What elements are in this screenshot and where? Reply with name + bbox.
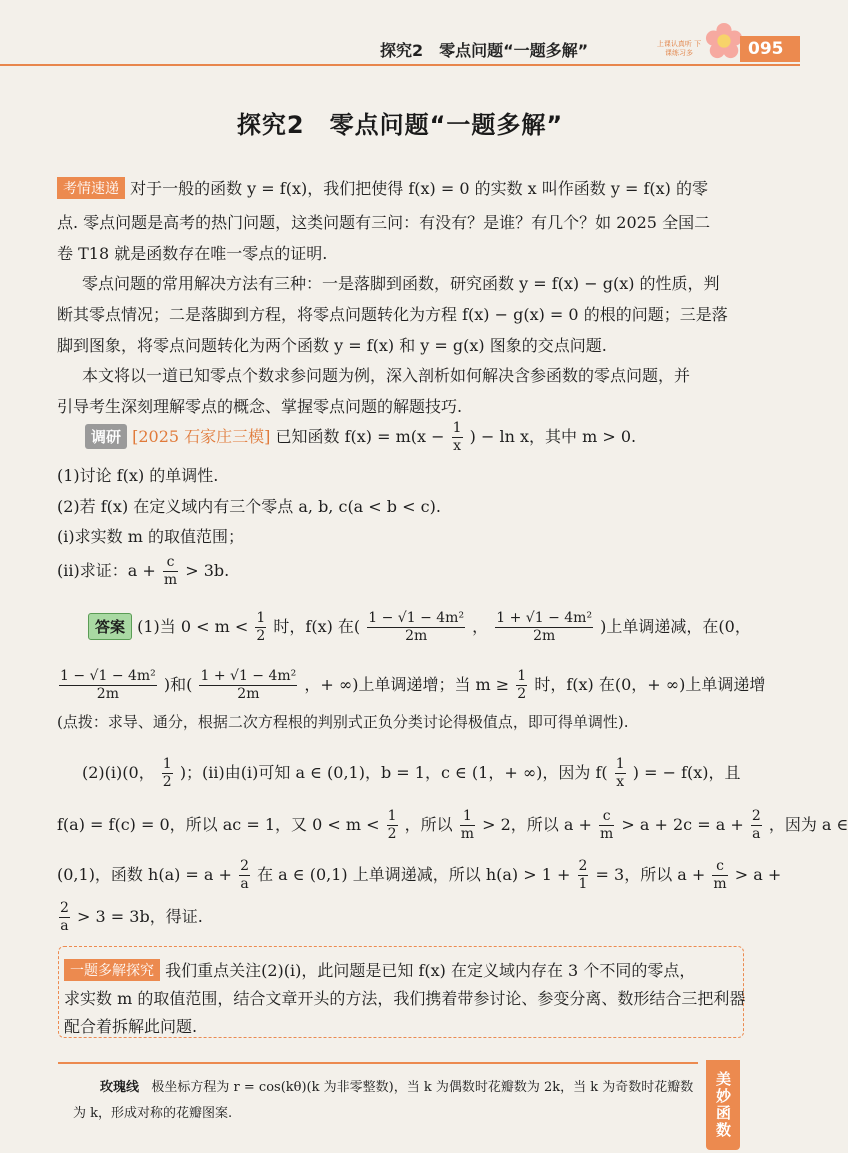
side-tab: 美妙函数 [706,1060,740,1150]
a1-text-d: )上单调递减，在(0， [600,617,751,636]
answer-line-4 [57,808,848,843]
question-2-ii [57,554,229,589]
problem-source: [2025 石家庄三模] [132,427,271,446]
page-title: 探究2 零点问题“一题多解” [236,111,564,139]
b3-text-d: > a + [734,865,782,884]
a2-text-b: ，+ ∞)上单调递增；当 m ≥ [304,675,510,694]
b3-text-a: (0,1)，函数 h(a) = a + [57,865,232,884]
a2-text-a: )和( [163,675,193,694]
a1-text-b: 时，f(x) 在( [273,617,361,636]
fraction: $\frac{\text{1 − √1 − 4m²}}{2m}$ [60,668,156,702]
running-header: 探究2 零点问题“一题多解” [380,41,589,60]
fraction: $\frac{c}{m}$ [600,808,614,842]
exploration-line-2: 求实数 m 的取值范围，结合文章开头的方法，我们携着带参讨论、参变分离、数形结合三把利器 [64,989,746,1008]
b3-text-c: = 3，所以 a + [595,865,706,884]
header-rule [0,64,800,66]
b1-text-a: (2)(i)(0， [82,763,155,782]
problem-stem [85,420,636,455]
intro-line-1 [57,176,708,199]
fraction: $\frac{c}{m}$ [163,554,178,588]
fraction: $\frac{\text{1 − √1 − 4m²}}{2m}$ [368,610,465,644]
b2-text-b: ，所以 [404,815,453,834]
b2-text-c: > 2，所以 a + [482,815,592,834]
answer-line-2 [57,668,765,703]
fraction: $\frac{1}{2}$ [517,668,527,702]
fraction: $\frac{2}{a}$ [60,900,69,934]
footer-term: 玫瑰线 [100,1080,140,1095]
fraction: $\frac{1}{2}$ [256,610,266,644]
fraction: $\frac{1}{m}$ [460,808,475,842]
intro-line-5: 断其零点情况；二是落脚到方程，将零点问题转化为方程 f(x) − g(x) = 0 的根的问题；三是落 [57,305,728,324]
b2-text-a: f(a) = f(c) = 0，所以 ac = 1，又 0 < m < [57,815,380,834]
q2ii-text-a: (ii)求证：a + [57,561,156,580]
fraction: $\frac{1}{2}$ [162,756,172,790]
fraction: $\frac{1}{x}$ [615,756,625,790]
b1-text-c: ) = − f(x)，且 [632,763,741,782]
intro-line-3: 卷 T18 就是函数存在唯一零点的证明. [57,244,328,263]
header-tag: 上课认真听 下课练习多 [656,40,702,57]
question-2: (2)若 f(x) 在定义域内有三个零点 a, b, c(a < b < c). [57,497,441,516]
b2-text-e: ，因为 a ∈ [768,815,848,834]
exploration-label: 一题多解探究 [64,959,160,981]
stem-text-a: 已知函数 f(x) = m(x − [275,427,445,446]
answer-badge: 答案 [88,613,132,640]
fraction: $\frac{1}{x}$ [452,420,462,454]
footer-line-1 [100,1076,693,1095]
fraction: $\frac{2}{1}$ [578,858,588,892]
q2ii-text-b: > 3b. [185,561,230,580]
fraction: $\frac{1}{2}$ [387,808,397,842]
fraction: $\frac{2}{a}$ [751,808,761,842]
a1-text-c: ， [472,617,489,636]
answer-line-3 [82,756,741,791]
b4-text-a: > 3 = 3b，得证. [77,907,203,926]
intro-line-4: 零点问题的常用解决方法有三种：一是落脚到函数，研究函数 y = f(x) − g(x) 的性质，判 [82,274,720,293]
fraction: $\frac{c}{m}$ [713,858,727,892]
answer-hint: (点拨：求导、通分，根据二次方程根的判别式正负分类讨论得极值点，即可得单调性). [57,713,629,731]
intro-line-2: 点. 零点问题是高考的热门问题，这类问题有三问：有没有？是谁？有几个？如 2025 全国二 [57,213,711,232]
intro-line-7: 本文将以一道已知零点个数求参问题为例，深入剖析如何解决含参函数的零点问题，并 [82,366,691,385]
fraction: $\frac{\text{1 + √1 − 4m²}}{2m}$ [496,610,593,644]
intro-label: 考情速递 [57,177,125,199]
footer-text-1: 极坐标方程为 r = cos(kθ)(k 为非零整数)，当 k 为偶数时花瓣数为 2k，当 k 为奇数时花瓣数 [151,1080,694,1095]
b3-text-b: 在 a ∈ (0,1) 上单调递减，所以 h(a) > 1 + [257,865,571,884]
intro-text-1: 对于一般的函数 y = f(x)，我们把使得 f(x) = 0 的实数 x 叫作函数 y = f(x) 的零 [130,179,709,198]
exploration-text-1: 我们重点关注(2)(i)，此问题是已知 f(x) 在定义域内存在 3 个不同的零点， [165,961,696,980]
exploration-line-3: 配合着拆解此问题. [64,1017,198,1036]
exploration-line-1 [64,958,695,981]
b2-text-d: > a + 2c = a + [621,815,744,834]
question-1: (1)讨论 f(x) 的单调性. [57,466,219,485]
a1-text-a: (1)当 0 < m < [137,617,249,636]
answer-line-1 [88,610,751,645]
fraction: $\frac{2}{a}$ [240,858,249,892]
intro-line-8: 引导考生深刻理解零点的概念、掌握零点问题的解题技巧. [57,397,463,416]
a2-text-c: 时，f(x) 在(0，+ ∞)上单调递增 [534,675,766,694]
flower-icon [705,22,743,60]
intro-line-6: 脚到图象，将零点问题转化为两个函数 y = f(x) 和 y = g(x) 图象的交点问题. [57,336,607,355]
b1-text-b: )；(ii)由(i)可知 a ∈ (0,1)，b = 1，c ∈ (1，+ ∞)，因为 f( [179,763,608,782]
footer-line-2: 为 k，形成对称的花瓣图案. [73,1106,233,1121]
fraction: $\frac{\text{1 + √1 − 4m²}}{2m}$ [200,668,297,702]
footer-rule [58,1062,698,1064]
answer-line-5 [57,858,781,893]
page-number: 095 [740,36,800,62]
stem-text-b: ) − ln x，其中 m > 0. [469,427,637,446]
question-2-i: (i)求实数 m 的取值范围； [57,527,244,546]
answer-line-6 [57,900,203,935]
problem-badge: 调研 [85,424,127,449]
